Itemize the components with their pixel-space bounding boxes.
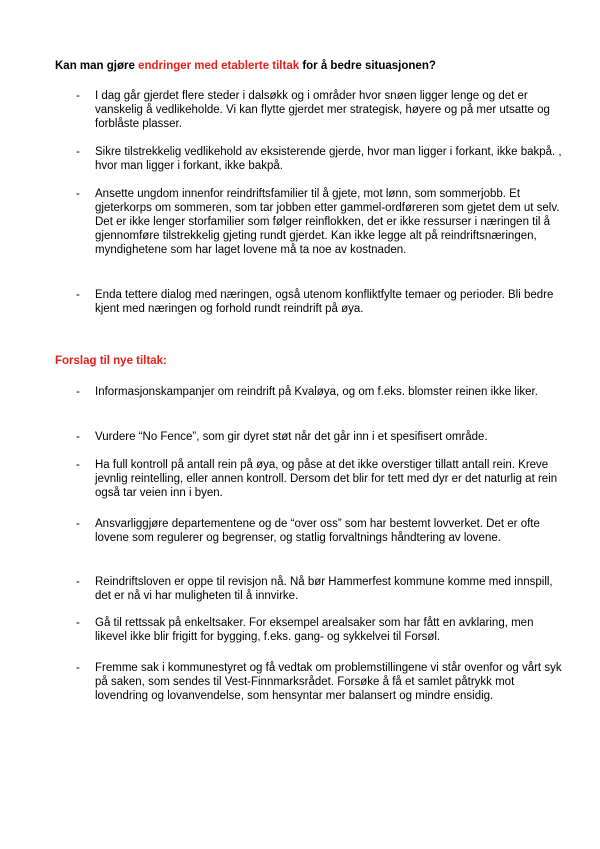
bullet-dash: - — [76, 576, 80, 588]
heading-text-post: for å bedre situasjonen? — [299, 60, 436, 72]
list-item-text: Vurdere “No Fence”, som gir dyret støt når det går inn i et spesifisert område. — [95, 431, 488, 443]
list-item-text: Reindriftsloven er oppe til revisjon nå. Nå bør Hammerfest kommune komme med innspill, det er nå vi har muligheten til å innvirke. — [95, 576, 553, 602]
list-item-text: Sikre tilstrekkelig vedlikehold av eksisterende gjerde, hvor man ligger i forkant, ikke bakpå. , hvor man ligger i forkant, ikke bakpå. — [95, 146, 562, 172]
bullet-dash: - — [76, 431, 80, 443]
list-item-text: Ansvarliggjøre departementene og de “over oss” som har bestemt lovverket. Det er ofte lovene som regulerer og begrenser, og statlig forvaltnings håndtering av lovene. — [95, 518, 540, 544]
bullet-dash: - — [76, 90, 80, 102]
list-item-text: Fremme sak i kommunestyret og få vedtak om problemstillingene vi står ovenfor og vårt syk på saken, som sendes til Vest-Finnmarksrådet. Forsøke å få et samlet påtrykk mot lovendring og lovanvendelse, som hensyntar mer balansert og mindre ensidig. — [95, 662, 562, 702]
bullet-dash: - — [76, 289, 80, 301]
section-heading-new-measures: Forslag til nye tiltak: — [55, 355, 167, 367]
list-item-text: I dag går gjerdet flere steder i dalsøkk og i områder hvor snøen ligger lenge og det er vanskelig å vedlikeholde. Vi kan flytte gjerdet mer strategisk, høyere og på mer utsatte og forblåste plasser. — [95, 90, 550, 130]
bullet-dash: - — [76, 662, 80, 674]
bullet-dash: - — [76, 188, 80, 200]
bullet-dash: - — [76, 146, 80, 158]
bullet-dash: - — [76, 518, 80, 530]
section-heading-existing-measures — [55, 59, 436, 73]
list-item-text: Enda tettere dialog med næringen, også utenom konfliktfylte temaer og perioder. Bli bedre kjent med næringen og forhold rundt reindrift på øya. — [95, 289, 554, 315]
bullet-dash: - — [76, 386, 80, 398]
heading-text-highlight: endringer med etablerte tiltak — [138, 60, 300, 72]
list-item-text: Gå til rettssak på enkeltsaker. For eksempel arealsaker som har fått en avklaring, men likevel ikke blir frigitt for bygging, f.eks. gang- og sykkelvei til Forsøl. — [95, 617, 534, 643]
bullet-dash: - — [76, 617, 80, 629]
list-item-text: Informasjonskampanjer om reindrift på Kvaløya, og om f.eks. blomster reinen ikke liker. — [95, 386, 538, 398]
list-item-text: Ha full kontroll på antall rein på øya, og påse at det ikke overstiger tillatt antall rein. Kreve jevnlig reintelling, eller annen kontroll. Dersom det blir for tett med dyr er det naturlig at rein også tar veien inn i byen. — [95, 459, 558, 499]
list-item-text: Ansette ungdom innenfor reindriftsfamilier til å gjete, mot lønn, som sommerjobb. Et gjeterkorps om sommeren, som tar jobben etter gammel-ordføreren som gjetet dem ut selv. Det er ikke lenger storfamilier som følger reinflokken, det er ikke ressurser i næringen til å gjennomføre tilstrekkelig gjeting rundt gjerdet. Kan ikke legge alt på reindriftsnæringen, myndighetene som har laget lovene må ta noe av kostnaden. — [95, 188, 560, 256]
bullet-dash: - — [76, 459, 80, 471]
heading-text-pre: Kan man gjøre — [55, 60, 139, 72]
